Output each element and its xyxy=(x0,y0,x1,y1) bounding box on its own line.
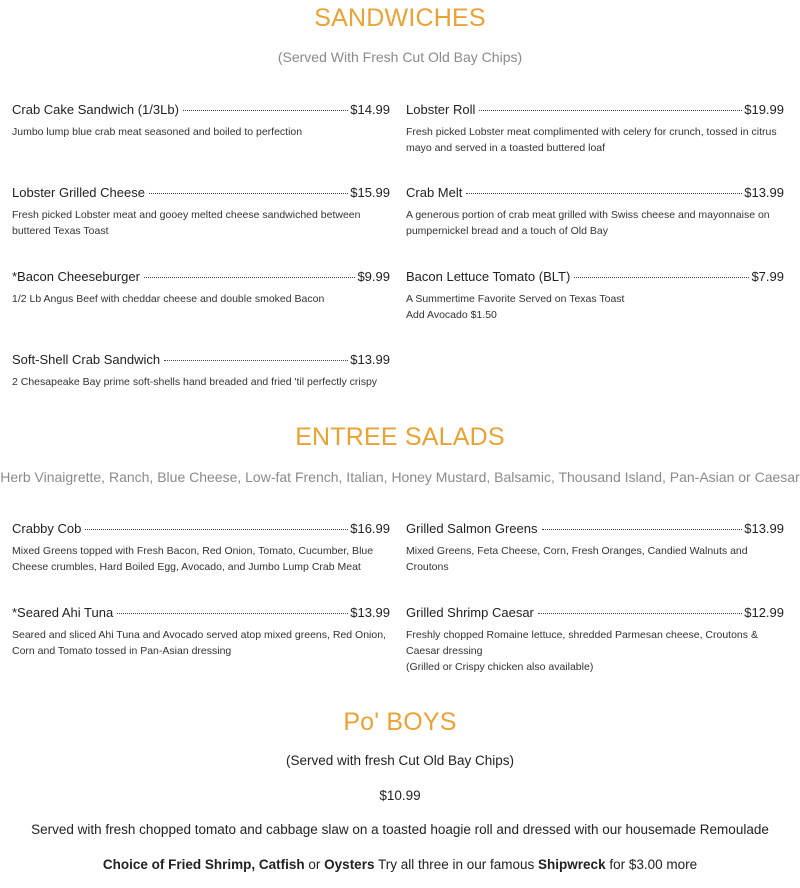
item-price: $19.99 xyxy=(744,102,784,117)
item-price: $13.99 xyxy=(744,185,784,200)
menu-item xyxy=(12,185,390,239)
dot-leader xyxy=(164,360,348,361)
choice-or: or xyxy=(304,857,325,872)
choice-shipwreck: Shipwreck xyxy=(538,857,606,872)
menu-item xyxy=(406,185,784,239)
item-name: *Seared Ahi Tuna xyxy=(12,605,114,620)
item-description: 1/2 Lb Angus Beef with cheddar cheese and double smoked Bacon xyxy=(12,293,325,305)
salads-dressings: Herb Vinaigrette, Ranch, Blue Cheese, Low-fat French, Italian, Honey Mustard, Balsamic, Thousand Island, Pan-Asian or Caesar xyxy=(0,469,800,485)
item-name: Lobster Grilled Cheese xyxy=(12,185,145,200)
menu-item xyxy=(406,605,784,675)
menu-item xyxy=(12,269,390,307)
item-name: Crab Melt xyxy=(406,185,463,200)
menu-item xyxy=(406,269,784,323)
dot-leader xyxy=(479,110,742,111)
item-price: $16.99 xyxy=(350,521,390,536)
item-description: Seared and sliced Ahi Tuna and Avocado served atop mixed greens, Red Onion, Corn and Tomato tossed in Pan-Asian dressing xyxy=(12,629,386,657)
item-price: $15.99 xyxy=(350,185,390,200)
choice-end: for $3.00 more xyxy=(605,857,698,872)
menu-item xyxy=(406,521,784,575)
menu-item xyxy=(12,605,390,659)
dot-leader xyxy=(542,529,743,530)
dot-leader xyxy=(149,193,348,194)
item-name: Grilled Shrimp Caesar xyxy=(406,605,534,620)
dot-leader xyxy=(85,529,348,530)
item-name: Crabby Cob xyxy=(12,521,82,536)
poboys-subtitle: (Served with fresh Cut Old Bay Chips) xyxy=(285,753,515,768)
choice-oysters: Oysters xyxy=(324,857,375,872)
item-description: 2 Chesapeake Bay prime soft-shells hand breaded and fried 'til perfectly crispy xyxy=(12,376,378,388)
choice-mid: Try all three in our famous xyxy=(374,857,539,872)
dot-leader xyxy=(538,613,742,614)
item-description-line: A Summertime Favorite Served on Texas Toast xyxy=(406,293,625,305)
item-description xyxy=(406,627,784,675)
poboys-title: Po' BOYS xyxy=(343,708,457,736)
poboys-description: Served with fresh chopped tomato and cabbage slaw on a toasted hoagie roll and dressed with our housemade Remoulade xyxy=(31,822,769,837)
dot-leader xyxy=(183,110,348,111)
poboys-choice xyxy=(0,857,800,872)
menu-item xyxy=(12,352,390,390)
item-price: $13.99 xyxy=(744,521,784,536)
item-addon-line: Add Avocado $1.50 xyxy=(406,309,497,321)
item-price: $9.99 xyxy=(357,269,390,284)
item-addon-line: (Grilled or Crispy chicken also available) xyxy=(406,661,594,673)
item-description: Mixed Greens topped with Fresh Bacon, Red Onion, Tomato, Cucumber, Blue Cheese crumbles, Hard Boiled Egg, Avocado, and Jumbo Lump Crab Meat xyxy=(12,545,374,573)
poboys-price: $10.99 xyxy=(379,788,421,803)
menu-item xyxy=(12,521,390,575)
item-name: Grilled Salmon Greens xyxy=(406,521,538,536)
dot-leader xyxy=(574,277,749,278)
salads-title: ENTREE SALADS xyxy=(295,423,505,451)
item-name: *Bacon Cheeseburger xyxy=(12,269,140,284)
item-name: Bacon Lettuce Tomato (BLT) xyxy=(406,269,571,284)
dot-leader xyxy=(117,613,348,614)
item-price: $13.99 xyxy=(350,352,390,367)
menu-item xyxy=(406,102,784,156)
item-price: $12.99 xyxy=(744,605,784,620)
sandwiches-title: SANDWICHES xyxy=(314,4,486,32)
item-price: $7.99 xyxy=(751,269,784,284)
item-description xyxy=(406,291,784,323)
item-name: Lobster Roll xyxy=(406,102,476,117)
item-description: A generous portion of crab meat grilled with Swiss cheese and mayonnaise on pumpernickel bread and a touch of Old Bay xyxy=(406,209,770,237)
item-name: Soft-Shell Crab Sandwich xyxy=(12,352,161,367)
item-description: Fresh picked Lobster meat and gooey melted cheese sandwiched between buttered Texas Toast xyxy=(12,209,361,237)
item-description-line: Freshly chopped Romaine lettuce, shredded Parmesan cheese, Croutons & Caesar dressing xyxy=(406,629,758,657)
choice-fried: Choice of Fried Shrimp, Catfish xyxy=(102,857,305,872)
item-name: Crab Cake Sandwich (1/3Lb) xyxy=(12,102,179,117)
item-price: $14.99 xyxy=(350,102,390,117)
sandwiches-subtitle: (Served With Fresh Cut Old Bay Chips) xyxy=(277,49,523,65)
item-description: Mixed Greens, Feta Cheese, Corn, Fresh Oranges, Candied Walnuts and Croutons xyxy=(406,545,748,573)
item-description: Jumbo lump blue crab meat seasoned and boiled to perfection xyxy=(12,126,303,138)
item-price: $13.99 xyxy=(350,605,390,620)
menu-item xyxy=(12,102,390,140)
dot-leader xyxy=(466,193,742,194)
dot-leader xyxy=(144,277,356,278)
item-description: Fresh picked Lobster meat complimented with celery for crunch, tossed in citrus mayo and served in a toasted buttered loaf xyxy=(406,126,777,154)
